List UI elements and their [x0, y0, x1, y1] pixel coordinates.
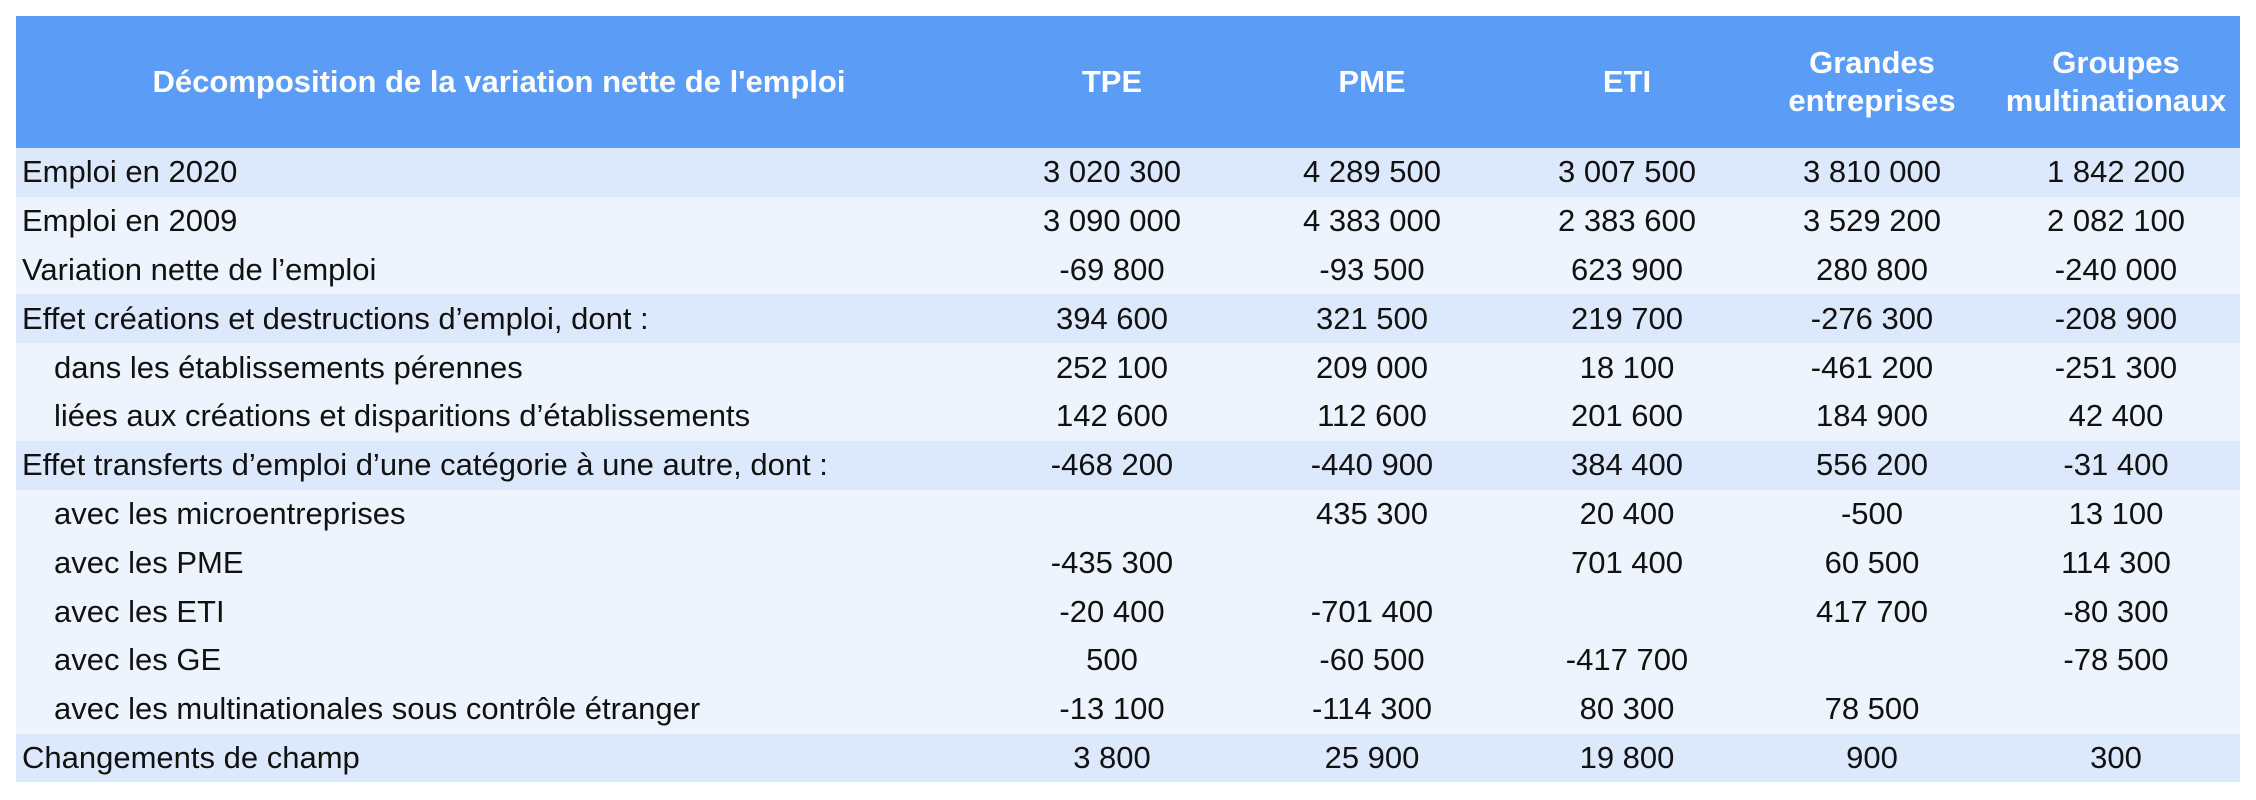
cell-tpe: -435 300 — [982, 538, 1242, 587]
cell-grandes-entreprises: 280 800 — [1752, 246, 1992, 295]
cell-grandes-entreprises: 556 200 — [1752, 441, 1992, 490]
cell-tpe: 3 020 300 — [982, 148, 1242, 197]
table-row — [16, 148, 2240, 197]
cell-groupes-multinationaux: -251 300 — [1992, 343, 2240, 392]
cell-eti: 2 383 600 — [1502, 197, 1752, 246]
cell-grandes-entreprises: 900 — [1752, 734, 1992, 783]
cell-pme: 321 500 — [1242, 294, 1502, 343]
cell-pme: 4 383 000 — [1242, 197, 1502, 246]
row-label: Emploi en 2009 — [16, 197, 982, 246]
cell-groupes-multinationaux: -208 900 — [1992, 294, 2240, 343]
column-header-tpe: TPE — [982, 16, 1242, 148]
cell-tpe: 394 600 — [982, 294, 1242, 343]
cell-grandes-entreprises: 60 500 — [1752, 538, 1992, 587]
table-row — [16, 197, 2240, 246]
cell-grandes-entreprises: 3 529 200 — [1752, 197, 1992, 246]
cell-grandes-entreprises — [1752, 636, 1992, 685]
row-label: avec les PME — [16, 538, 982, 587]
cell-groupes-multinationaux — [1992, 685, 2240, 734]
cell-pme: -701 400 — [1242, 587, 1502, 636]
cell-eti: 20 400 — [1502, 490, 1752, 539]
cell-eti: 19 800 — [1502, 734, 1752, 783]
row-label: Variation nette de l’emploi — [16, 246, 982, 295]
cell-tpe: 3 800 — [982, 734, 1242, 783]
cell-groupes-multinationaux: 114 300 — [1992, 538, 2240, 587]
cell-eti: 18 100 — [1502, 343, 1752, 392]
row-label: avec les GE — [16, 636, 982, 685]
cell-grandes-entreprises: 3 810 000 — [1752, 148, 1992, 197]
cell-eti: 219 700 — [1502, 294, 1752, 343]
cell-eti: -417 700 — [1502, 636, 1752, 685]
row-label: avec les ETI — [16, 587, 982, 636]
row-label: avec les multinationales sous contrôle étranger — [16, 685, 982, 734]
row-label: avec les microentreprises — [16, 490, 982, 539]
cell-groupes-multinationaux: 2 082 100 — [1992, 197, 2240, 246]
cell-pme: -60 500 — [1242, 636, 1502, 685]
table-title-header: Décomposition de la variation nette de l'emploi — [16, 16, 982, 148]
cell-pme: 435 300 — [1242, 490, 1502, 539]
cell-eti: 384 400 — [1502, 441, 1752, 490]
table-header — [16, 16, 2240, 148]
cell-tpe: -20 400 — [982, 587, 1242, 636]
cell-tpe: 252 100 — [982, 343, 1242, 392]
table-row — [16, 587, 2240, 636]
table-row — [16, 734, 2240, 783]
cell-grandes-entreprises: -461 200 — [1752, 343, 1992, 392]
cell-pme — [1242, 538, 1502, 587]
cell-tpe — [982, 490, 1242, 539]
cell-eti — [1502, 587, 1752, 636]
cell-eti: 701 400 — [1502, 538, 1752, 587]
table-row — [16, 685, 2240, 734]
cell-eti: 3 007 500 — [1502, 148, 1752, 197]
cell-eti: 80 300 — [1502, 685, 1752, 734]
table-row — [16, 294, 2240, 343]
cell-grandes-entreprises: 417 700 — [1752, 587, 1992, 636]
table-row — [16, 392, 2240, 441]
cell-grandes-entreprises: 78 500 — [1752, 685, 1992, 734]
table-row — [16, 246, 2240, 295]
table-row — [16, 538, 2240, 587]
employment-variation-table — [16, 16, 2240, 782]
column-header-grandes-entreprises: Grandes entreprises — [1752, 16, 1992, 148]
cell-groupes-multinationaux: -240 000 — [1992, 246, 2240, 295]
row-label: Changements de champ — [16, 734, 982, 783]
cell-tpe: 142 600 — [982, 392, 1242, 441]
cell-tpe: -69 800 — [982, 246, 1242, 295]
cell-pme: 4 289 500 — [1242, 148, 1502, 197]
row-label: Emploi en 2020 — [16, 148, 982, 197]
table-body — [16, 148, 2240, 782]
table-row — [16, 343, 2240, 392]
cell-grandes-entreprises: 184 900 — [1752, 392, 1992, 441]
cell-pme: 209 000 — [1242, 343, 1502, 392]
employment-variation-table-container — [16, 16, 2240, 782]
row-label: liées aux créations et disparitions d’établissements — [16, 392, 982, 441]
cell-grandes-entreprises: -500 — [1752, 490, 1992, 539]
cell-groupes-multinationaux: 42 400 — [1992, 392, 2240, 441]
cell-groupes-multinationaux: 13 100 — [1992, 490, 2240, 539]
cell-groupes-multinationaux: -31 400 — [1992, 441, 2240, 490]
cell-groupes-multinationaux: 1 842 200 — [1992, 148, 2240, 197]
table-row — [16, 636, 2240, 685]
cell-eti: 623 900 — [1502, 246, 1752, 295]
cell-pme: -93 500 — [1242, 246, 1502, 295]
cell-tpe: 3 090 000 — [982, 197, 1242, 246]
cell-pme: -440 900 — [1242, 441, 1502, 490]
cell-groupes-multinationaux: 300 — [1992, 734, 2240, 783]
row-label: Effet transferts d’emploi d’une catégorie à une autre, dont : — [16, 441, 982, 490]
table-row — [16, 441, 2240, 490]
row-label: Effet créations et destructions d’emploi, dont : — [16, 294, 982, 343]
cell-tpe: 500 — [982, 636, 1242, 685]
column-header-eti: ETI — [1502, 16, 1752, 148]
cell-eti: 201 600 — [1502, 392, 1752, 441]
cell-pme: 112 600 — [1242, 392, 1502, 441]
cell-groupes-multinationaux: -80 300 — [1992, 587, 2240, 636]
cell-grandes-entreprises: -276 300 — [1752, 294, 1992, 343]
cell-tpe: -13 100 — [982, 685, 1242, 734]
table-row — [16, 490, 2240, 539]
cell-pme: 25 900 — [1242, 734, 1502, 783]
column-header-pme: PME — [1242, 16, 1502, 148]
header-row — [16, 16, 2240, 148]
column-header-groupes-multinationaux: Groupes multinationaux — [1992, 16, 2240, 148]
cell-groupes-multinationaux: -78 500 — [1992, 636, 2240, 685]
cell-tpe: -468 200 — [982, 441, 1242, 490]
cell-pme: -114 300 — [1242, 685, 1502, 734]
row-label: dans les établissements pérennes — [16, 343, 982, 392]
